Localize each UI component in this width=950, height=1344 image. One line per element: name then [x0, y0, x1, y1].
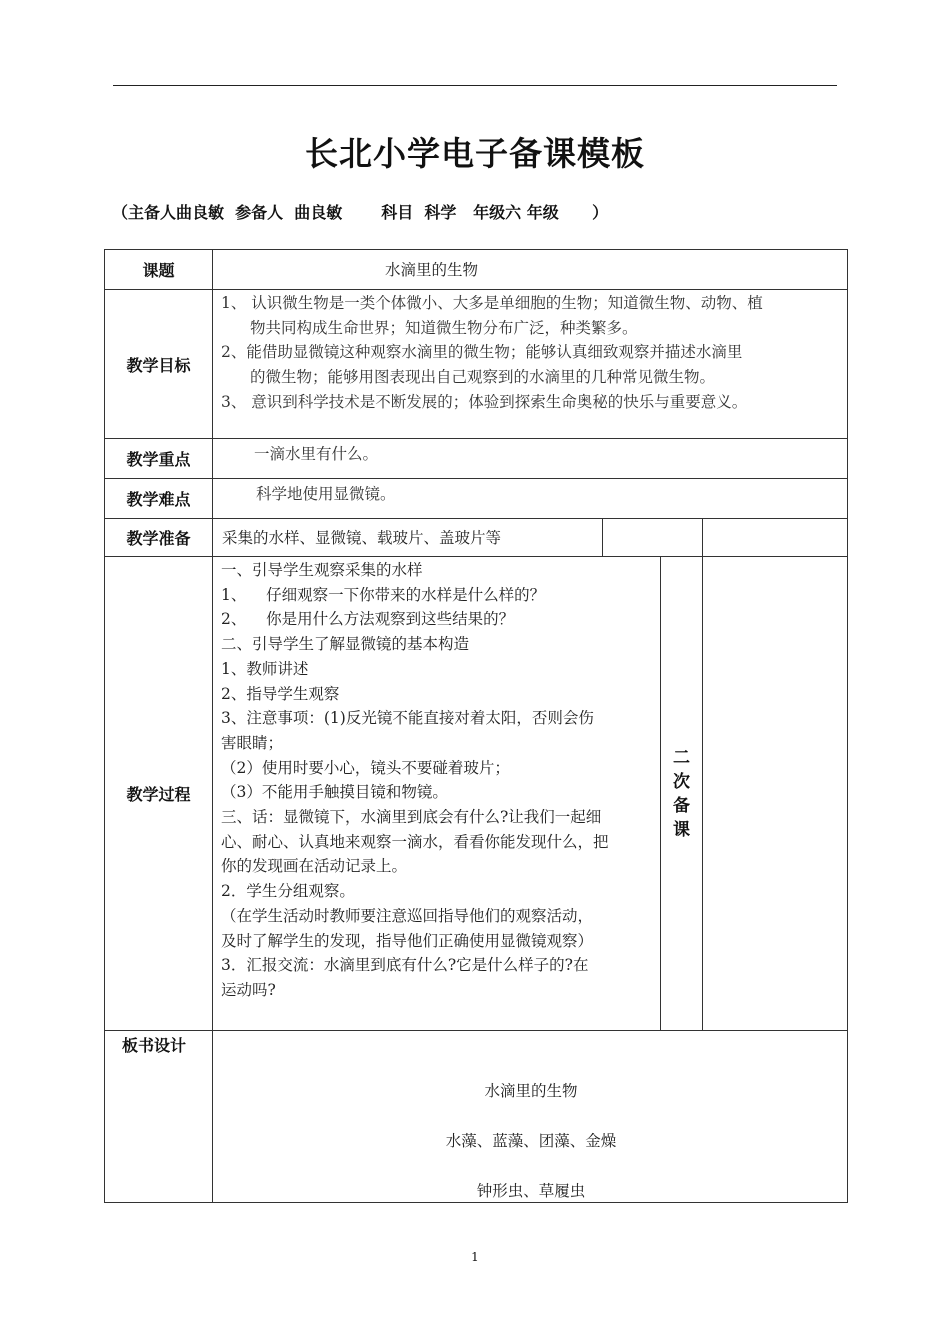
- goals-text: [221, 291, 763, 415]
- preparation-empty-cell: [602, 518, 703, 557]
- second-prep-char: 备: [673, 795, 690, 816]
- topic-value-cell: [212, 249, 848, 290]
- difficulty-label-cell: [104, 478, 213, 519]
- process-line: 1、教师讲述: [221, 659, 309, 678]
- second-prep-char: 次: [673, 771, 690, 792]
- goal-line: 物共同构成生命世界；知道微生物分布广泛，种类繁多。: [250, 318, 638, 337]
- topic-label: 课题: [142, 261, 175, 280]
- page-subtitle: （主备人曲良敏 参备人 曲良敏 科目 科学 年级六 年级 ）: [112, 203, 609, 222]
- second-prep-char: 二: [673, 747, 690, 768]
- goal-line: 1、 认识微生物是一类个体微小、大多是单细胞的生物；知道微生物、动物、植: [221, 294, 763, 312]
- preparation-label: 教学准备: [126, 529, 191, 548]
- preparation-value-cell: [212, 518, 603, 557]
- goal-line: 3、 意识到科学技术是不断发展的；体验到探索生命奥秘的快乐与重要意义。: [221, 392, 748, 411]
- preparation-value: 采集的水样、显微镜、载玻片、盖玻片等: [222, 529, 502, 547]
- key-point-value-cell: [212, 438, 848, 479]
- process-line: 3、注意事项：(1)反光镜不能直接对着太阳，否则会伤: [221, 709, 594, 728]
- board-value-cell: [212, 1030, 848, 1203]
- process-line: （在学生活动时教师要注意巡回指导他们的观察活动，: [221, 906, 594, 925]
- goals-label: 教学目标: [126, 355, 191, 375]
- difficulty-value-cell: [212, 478, 848, 519]
- process-label: 教学过程: [126, 785, 191, 804]
- second-prep-cell: [660, 556, 703, 1031]
- preparation-label-cell: [104, 518, 213, 557]
- process-line: 2、指导学生观察: [221, 684, 340, 703]
- process-line: 2．学生分组观察。: [221, 882, 355, 901]
- page-number: 1: [471, 1250, 479, 1264]
- goals-label-cell: [104, 289, 213, 439]
- process-line: 一、引导学生观察采集的水样: [221, 561, 423, 579]
- process-line: 运动吗?: [221, 980, 276, 999]
- difficulty-label: 教学难点: [126, 490, 191, 509]
- process-line: 三、话：显微镜下，水滴里到底会有什么?让我们一起细: [221, 808, 602, 827]
- process-line: 1、 仔细观察一下你带来的水样是什么样的？: [221, 585, 546, 604]
- process-line: 3．汇报交流：水滴里到底有什么?它是什么样子的?在: [221, 956, 589, 975]
- process-line: （2）使用时要小心，镜头不要碰着玻片；: [221, 758, 510, 777]
- key-point-label-cell: [104, 438, 213, 479]
- header-rule: [113, 85, 837, 86]
- process-line: （3）不能用手触摸目镜和物镜。: [221, 783, 448, 802]
- goal-line: 2、能借助显微镜这种观察水滴里的微生物；能够认真细致观察并描述水滴里: [221, 343, 743, 362]
- process-line: 害眼睛；: [221, 733, 284, 752]
- preparation-empty-cell: [702, 518, 848, 557]
- page-title: 长北小学电子备课模板: [305, 134, 645, 173]
- key-point-value: 一滴水里有什么。: [254, 445, 379, 463]
- key-point-label: 教学重点: [126, 450, 191, 469]
- goal-line: 的微生物；能够用图表现出自己观察到的水滴里的几种常见微生物。: [250, 368, 716, 387]
- topic-label-cell: [104, 249, 213, 290]
- process-line: 你的发现画在活动记录上。: [221, 857, 408, 876]
- topic-value: 水滴里的生物: [385, 261, 479, 279]
- process-label-cell: [104, 556, 213, 1031]
- second-prep-notes-cell: [702, 556, 848, 1031]
- board-label-cell: [104, 1030, 213, 1203]
- board-label: 板书设计: [122, 1036, 187, 1055]
- board-line: 水滴里的生物: [484, 1082, 578, 1100]
- second-prep-char: 课: [673, 819, 690, 840]
- process-line: 2、 你是用什么方法观察到这些结果的？: [221, 610, 515, 629]
- process-line: 及时了解学生的发现，指导他们正确使用显微镜观察）: [221, 931, 594, 950]
- board-line: 钟形虫、草履虫: [476, 1182, 586, 1200]
- goals-value-cell: [212, 289, 848, 439]
- process-value-cell: [212, 556, 661, 1031]
- difficulty-value: 科学地使用显微镜。: [256, 485, 396, 503]
- process-line: 二、引导学生了解显微镜的基本构造: [221, 635, 470, 654]
- process-text: [221, 558, 609, 1003]
- board-line: 水藻、蓝藻、团藻、金燥: [445, 1132, 617, 1150]
- process-line: 心、耐心、认真地来观察一滴水，看看你能发现什么，把: [221, 832, 609, 851]
